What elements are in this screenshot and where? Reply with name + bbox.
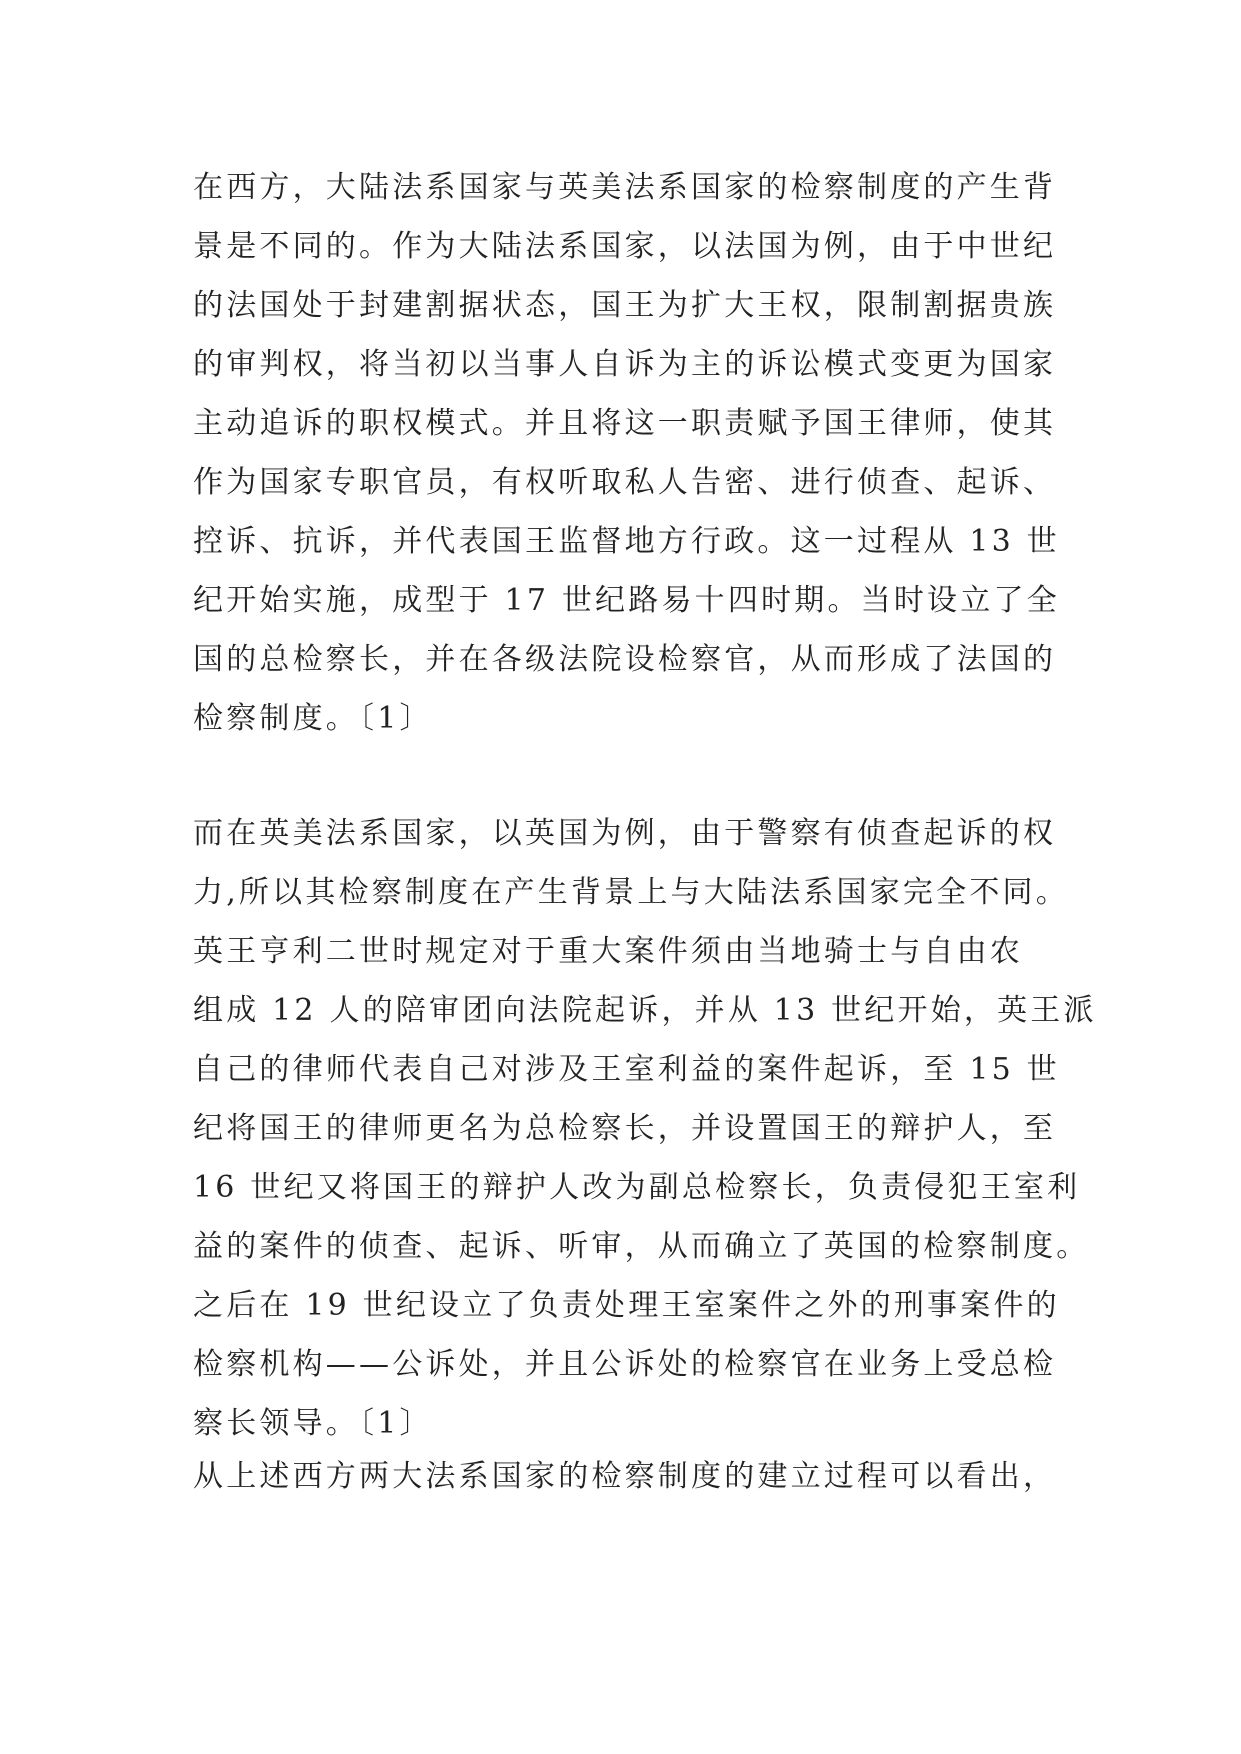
paragraph-continental-law (193, 158, 1060, 748)
text-line: 组成 12 人的陪审团向法院起诉，并从 13 世纪开始，英王派 (193, 993, 1097, 1028)
text-line: 国的总检察长，并在各级法院设检察官，从而形成了法国的 (193, 642, 1057, 677)
paragraph-conclusion (193, 1447, 1057, 1506)
text-line: 景是不同的。作为大陆法系国家，以法国为例，由于中世纪 (193, 229, 1057, 264)
text-line: 检察制度。〔1〕 (193, 701, 433, 736)
text-line: 自己的律师代表自己对涉及王室利益的案件起诉，至 15 世 (193, 1052, 1060, 1087)
text-line: 从上述西方两大法系国家的检察制度的建立过程可以看出， (193, 1459, 1057, 1494)
text-line: 纪将国王的律师更名为总检察长，并设置国王的辩护人，至 (193, 1111, 1057, 1146)
text-line: 主动追诉的职权模式。并且将这一职责赋予国王律师，使其 (193, 406, 1057, 441)
text-line: 而在英美法系国家，以英国为例，由于警察有侦查起诉的权 (193, 816, 1057, 851)
paragraph-common-law (193, 804, 1097, 1453)
text-line: 的法国处于封建割据状态，国王为扩大王权，限制割据贵族 (193, 288, 1057, 323)
text-line: 作为国家专职官员，有权听取私人告密、进行侦查、起诉、 (193, 465, 1057, 500)
text-line: 的审判权，将当初以当事人自诉为主的诉讼模式变更为国家 (193, 347, 1057, 382)
text-line: 检察机构——公诉处，并且公诉处的检察官在业务上受总检 (193, 1347, 1057, 1382)
text-line: 16 世纪又将国王的辩护人改为副总检察长，负责侵犯王室利 (193, 1170, 1081, 1205)
text-line: 控诉、抗诉，并代表国王监督地方行政。这一过程从 13 世 (193, 524, 1060, 559)
text-line: 察长领导。〔1〕 (193, 1406, 433, 1441)
text-line: 在西方，大陆法系国家与英美法系国家的检察制度的产生背 (193, 170, 1057, 205)
text-line: 纪开始实施，成型于 17 世纪路易十四时期。当时设立了全 (193, 583, 1060, 618)
text-line: 力,所以其检察制度在产生背景上与大陆法系国家完全不同。 (193, 875, 1069, 910)
text-line: 英王亨利二世时规定对于重大案件须由当地骑士与自由农 (193, 934, 1023, 969)
text-line: 益的案件的侦查、起诉、听审，从而确立了英国的检察制度。 (193, 1229, 1090, 1264)
text-line: 之后在 19 世纪设立了负责处理王室案件之外的刑事案件的 (193, 1288, 1060, 1323)
